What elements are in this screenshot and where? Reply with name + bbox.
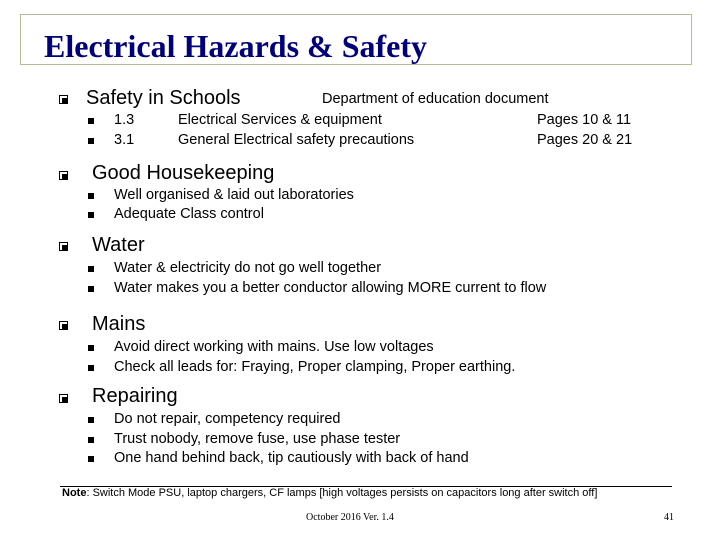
frame-top-line <box>20 14 692 15</box>
frame-left-line <box>20 14 21 64</box>
note-label: Note <box>62 487 87 499</box>
section-heading-water: Water <box>92 234 145 256</box>
bullet-dot-icon <box>88 266 94 272</box>
list-item: Water makes you a better conductor allowing MORE current to flow <box>114 280 547 296</box>
list-item: Water & electricity do not go well together <box>114 260 382 276</box>
list-item: Avoid direct working with mains. Use low voltages <box>114 339 434 355</box>
list-item: Adequate Class control <box>114 206 264 222</box>
reference-text: Electrical Services & equipment <box>178 112 382 128</box>
bullet-square-icon <box>59 394 68 403</box>
section-heading-good-housekeeping: Good Housekeeping <box>92 162 275 184</box>
slide-title: Electrical Hazards & Safety <box>44 28 427 64</box>
list-item: Check all leads for: Fraying, Proper clamping, Proper earthing. <box>114 359 516 375</box>
reference-pages: Pages 20 & 21 <box>537 132 633 148</box>
section-heading-repairing: Repairing <box>92 385 178 407</box>
bullet-dot-icon <box>88 365 94 371</box>
reference-code: 3.1 <box>114 132 135 148</box>
bullet-dot-icon <box>88 118 94 124</box>
bullet-dot-icon <box>88 437 94 443</box>
bullet-square-icon <box>59 95 68 104</box>
section-subheading: Department of education document <box>322 91 549 107</box>
bullet-dot-icon <box>88 212 94 218</box>
list-item: One hand behind back, tip cautiously with back of hand <box>114 450 469 466</box>
slide-number: 41 <box>664 512 674 523</box>
bullet-dot-icon <box>88 345 94 351</box>
bullet-square-icon <box>59 242 68 251</box>
section-heading-safety-in-schools: Safety in Schools <box>86 87 241 109</box>
note-text: : Switch Mode PSU, laptop chargers, CF lamps [high voltages persists on capacitors long after switch off] <box>86 487 598 499</box>
note <box>62 487 597 499</box>
section-heading-mains: Mains <box>92 313 146 335</box>
bullet-dot-icon <box>88 286 94 292</box>
footer-date-version: October 2016 Ver. 1.4 <box>306 512 394 523</box>
bullet-square-icon <box>59 321 68 330</box>
bullet-square-icon <box>59 171 68 180</box>
reference-text: General Electrical safety precautions <box>178 132 415 148</box>
list-item: Do not repair, competency required <box>114 411 341 427</box>
list-item: Well organised & laid out laboratories <box>114 187 354 203</box>
reference-pages: Pages 10 & 11 <box>537 112 632 128</box>
list-item: Trust nobody, remove fuse, use phase tester <box>114 431 401 447</box>
bullet-dot-icon <box>88 456 94 462</box>
bullet-dot-icon <box>88 417 94 423</box>
frame-right-line <box>691 14 692 64</box>
bullet-dot-icon <box>88 193 94 199</box>
bullet-dot-icon <box>88 138 94 144</box>
reference-code: 1.3 <box>114 112 135 128</box>
